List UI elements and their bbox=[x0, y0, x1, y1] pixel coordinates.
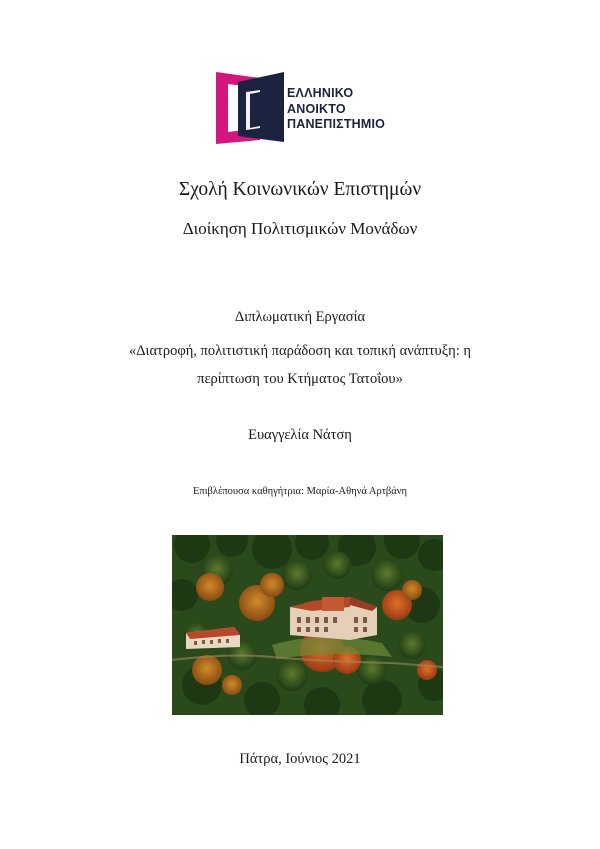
estate-aerial-photo bbox=[172, 535, 443, 715]
thesis-title-line-1: «Διατροφή, πολιτιστική παράδοση και τοπική ανάπτυξη: η bbox=[128, 343, 472, 359]
program-name: Διοίκηση Πολιτισμικών Μονάδων bbox=[182, 219, 418, 238]
thesis-title-line-2: περίπτωση του Κτήματος Τατοΐου» bbox=[197, 371, 403, 387]
logo-text-line-3: ΠΑΝΕΠΙΣΤΗΜΙΟ bbox=[287, 117, 386, 131]
university-logo-text bbox=[287, 86, 385, 133]
school-name: Σχολή Κοινωνικών Επιστημών bbox=[178, 179, 422, 200]
logo-text-line-1: ΕΛΛΗΝΙΚΟ bbox=[287, 86, 354, 100]
author-name: Ευαγγελία Νάτση bbox=[248, 427, 352, 443]
logo-text-line-2: ΑΝΟΙΚΤΟ bbox=[287, 101, 346, 116]
supervisor: Επιβλέπουσα καθηγήτρια: Μαρία-Αθηνά Αρτβάνη bbox=[192, 486, 408, 497]
estate-aerial-photo-art bbox=[172, 535, 443, 715]
place-and-date: Πάτρα, Ιούνιος 2021 bbox=[239, 751, 361, 767]
thesis-type: Διπλωματική Εργασία bbox=[234, 309, 366, 325]
